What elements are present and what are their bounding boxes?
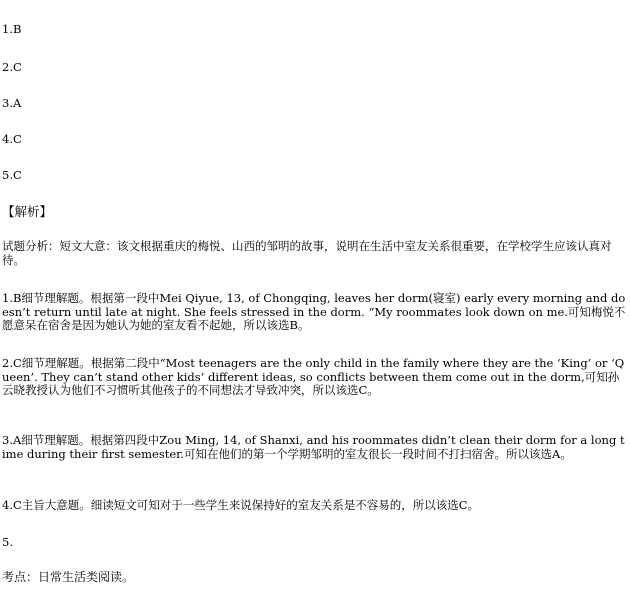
summary-paragraph: 试题分析：短文大意：该文根据重庆的梅悦、山西的邹明的故事，说明在生活中室友关系很重要，在学校学生应该认真对待。 (2, 239, 612, 267)
answer-4: 4.C (2, 132, 22, 146)
answer-5: 5.C (2, 168, 22, 182)
answer-3: 3.A (2, 96, 22, 110)
explanation-4: 4.C主旨大意题。细读短文可知对于一些学生来说保持好的室友关系是不容易的，所以该选C。 (2, 498, 480, 512)
explanation-3: 3.A细节理解题。根据第四段中Zou Ming, 14, of Shanxi, and his roommates didn’t clean their dorm for a long time during their first semester.可知在他们的第一个学期邹明的室友很长一段时间不打扫宿舍。所以该选A。 (2, 433, 625, 461)
explanation-2: 2.C细节理解题。根据第二段中“Most teenagers are the only child in the family where they are the ‘King’ or ‘Queen’. They can’t stand other kids’ different ideas, so conflicts between them come out in the dorm,可知孙云晓教授认为他们不习惯听其他孩子的不同想法才导致冲突，所以该选C。 (2, 356, 625, 397)
explanation-1: 1.B细节理解题。根据第一段中Mei Qiyue, 13, of Chongqing, leaves her dorm(寝室) early every morning and doesn’t return until late at night. She feels stressed in the dorm. “My roommates look down on me.可知梅悦不愿意呆在宿舍是因为她认为她的室友看不起她，所以该选B。 (2, 291, 626, 332)
answer-2: 2.C (2, 60, 22, 74)
answer-1: 1.B (2, 22, 22, 36)
explanation-5: 5. (2, 535, 13, 549)
analysis-heading: 【解析】 (2, 204, 53, 219)
exam-point: 考点：日常生活类阅读。 (2, 570, 135, 584)
